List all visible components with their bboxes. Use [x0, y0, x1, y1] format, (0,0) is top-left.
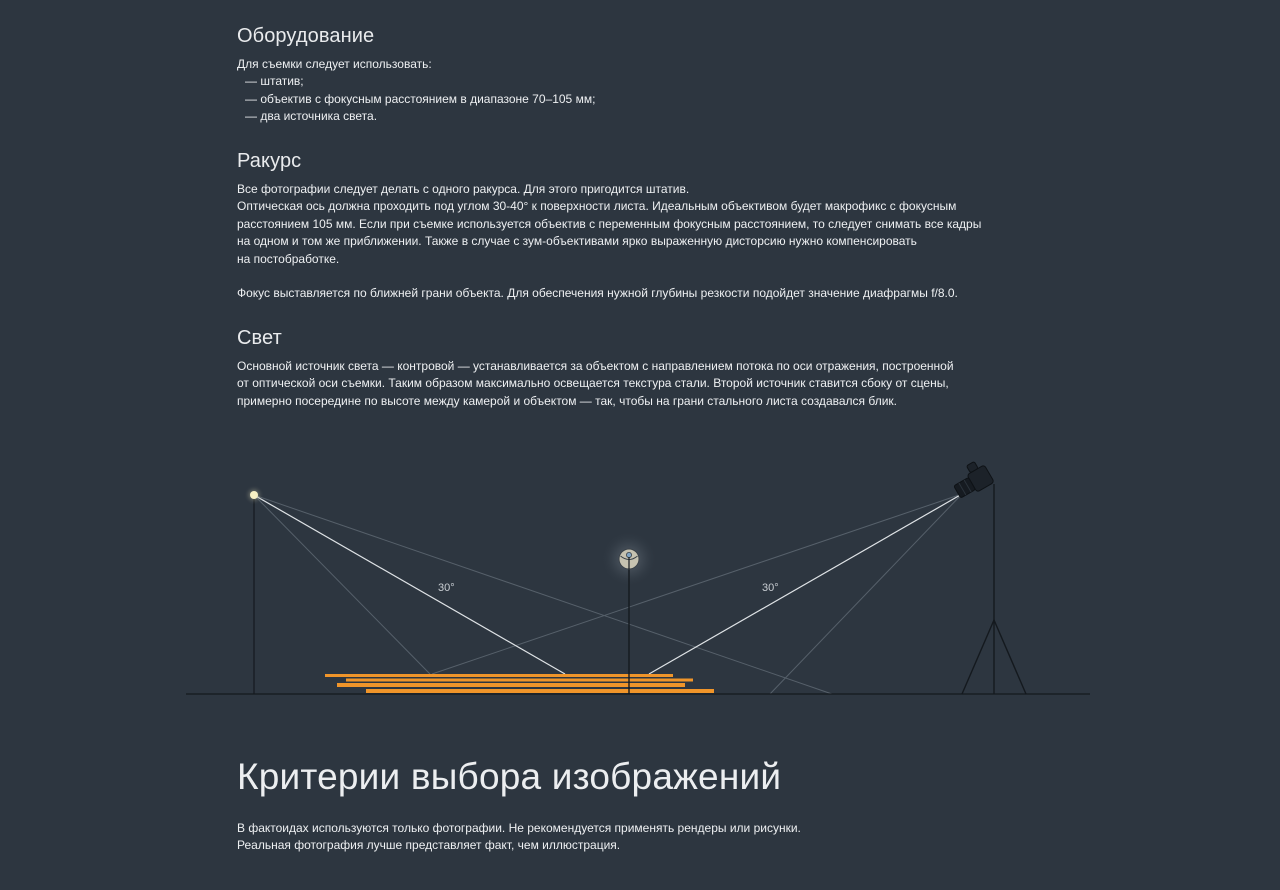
equipment-item-tripod: — штатив;: [245, 74, 304, 89]
focus-line: Фокус выставляется по ближней грани объекта. Для обеспечения нужной глубины резкости подойдет значение диафрагмы f/8.0.: [237, 286, 958, 300]
equipment-heading: Оборудование: [237, 25, 375, 47]
equipment-item-lights: — два источника света.: [245, 109, 378, 124]
equipment-list: [237, 56, 595, 126]
angle-line: Оптическая ось должна проходить под углом 30-40° к поверхности листа. Идеальным объективом будет макрофикс с фокусным: [237, 199, 957, 214]
light-line: примерно посередине по высоте между камерой и объектом — так, чтобы на грани стального листа создавался блик.: [237, 393, 897, 408]
light-heading: Свет: [237, 327, 282, 349]
backlight-lamp-icon: [244, 485, 264, 694]
steel-sheets: [325, 674, 714, 693]
angle-line: Все фотографии следует делать с одного ракурса. Для этого пригодится штатив.: [237, 182, 690, 196]
criteria-line: В фактоидах используются только фотографии. Не рекомендуется применять рендеры или рисунки.: [237, 821, 801, 835]
angle-line: расстоянием 105 мм. Если при съемке используется объектив с переменным фокусным расстоянием, то следует снимать все кадры: [237, 216, 982, 231]
focus-paragraph: [237, 285, 958, 302]
criteria-line: Реальная фотография лучше представляет факт, чем иллюстрация.: [237, 838, 621, 853]
main-rays: [254, 494, 962, 674]
side-light-icon: [601, 531, 657, 694]
angle-label-right: 30°: [762, 582, 779, 594]
angle-heading: Ракурс: [237, 150, 302, 172]
light-line: Основной источник света — контровой — устанавливается за объектом с направлением потока по оси отражения, построенной: [237, 359, 954, 373]
camera-icon: [948, 458, 994, 501]
criteria-heading: Критерии выбора изображений: [237, 756, 782, 797]
faint-rays: [254, 494, 962, 694]
angle-line: на одном и том же приближении. Также в случае с зум-объективами ярко выраженную дисторсию нужно компенсировать: [237, 234, 917, 249]
equipment-intro: Для съемки следует использовать:: [237, 57, 432, 71]
angle-label-left: 30°: [438, 582, 455, 594]
tripod-icon: [962, 484, 1026, 694]
equipment-item-lens: — объектив с фокусным расстоянием в диапазоне 70–105 мм;: [245, 91, 596, 106]
light-line: от оптической оси съемки. Таким образом максимально освещается текстура стали. Второй источник ставится сбоку от сцены,: [237, 376, 949, 391]
angle-line: на постобработке.: [237, 251, 340, 266]
light-paragraph: [237, 358, 954, 410]
angle-paragraph: [237, 181, 981, 268]
criteria-paragraph: [237, 820, 801, 855]
